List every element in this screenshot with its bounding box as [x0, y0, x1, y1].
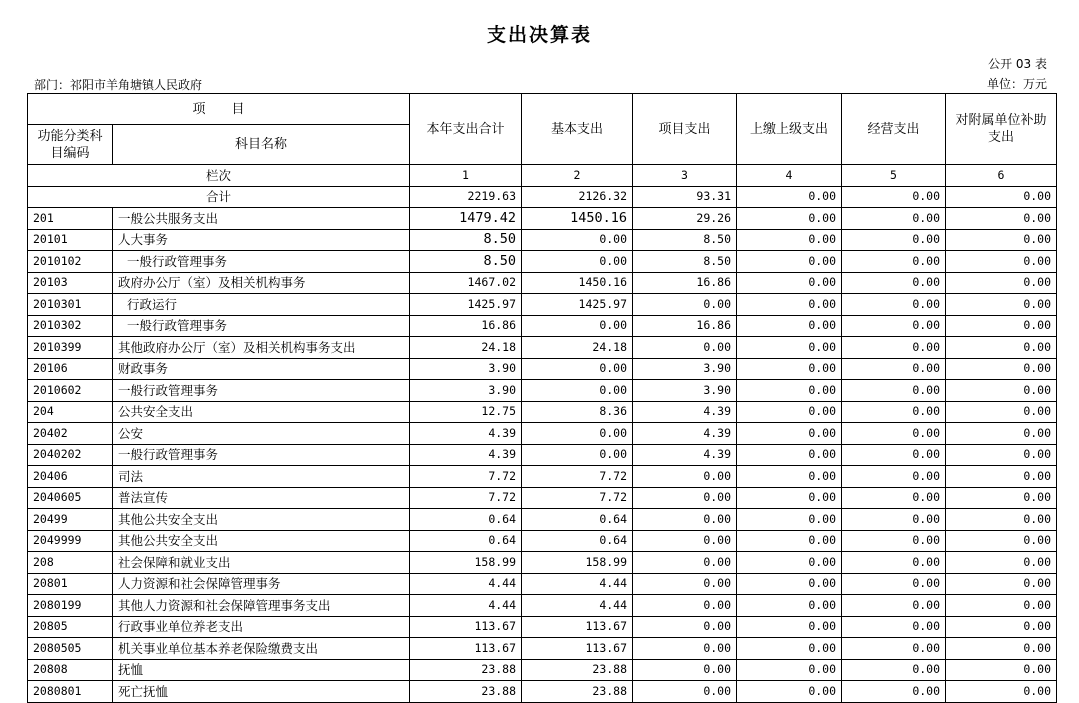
row-value: 0.00 — [946, 466, 1057, 488]
row-value: 0.64 — [410, 509, 522, 531]
row-value: 8.36 — [522, 401, 633, 423]
header-subsidy: 对附属单位补助支出 — [946, 94, 1057, 165]
row-value: 0.00 — [946, 444, 1057, 466]
row-value: 0.00 — [737, 444, 842, 466]
table-row — [28, 444, 1057, 466]
row-name: 机关事业单位基本养老保险缴费支出 — [113, 638, 410, 660]
header-upper: 上缴上级支出 — [737, 94, 842, 165]
row-value: 0.00 — [842, 595, 946, 617]
row-value: 0.00 — [946, 251, 1057, 273]
row-value: 113.67 — [522, 616, 633, 638]
row-value: 0.00 — [522, 358, 633, 380]
total-value: 0.00 — [842, 186, 946, 208]
row-value: 0.00 — [737, 595, 842, 617]
header-row-1 — [28, 94, 1057, 125]
row-value: 158.99 — [522, 552, 633, 574]
row-value: 1467.02 — [410, 272, 522, 294]
row-name: 一般行政管理事务 — [113, 444, 410, 466]
row-value: 23.88 — [410, 659, 522, 681]
row-name: 抚恤 — [113, 659, 410, 681]
row-code: 20808 — [28, 659, 113, 681]
total-value: 0.00 — [946, 186, 1057, 208]
row-value: 0.00 — [946, 358, 1057, 380]
row-name: 人力资源和社会保障管理事务 — [113, 573, 410, 595]
row-name: 一般公共服务支出 — [113, 208, 410, 230]
row-value: 0.00 — [633, 659, 737, 681]
table-row — [28, 272, 1057, 294]
table-row — [28, 638, 1057, 660]
row-value: 0.00 — [946, 380, 1057, 402]
row-code: 2010102 — [28, 251, 113, 273]
row-value: 0.00 — [842, 681, 946, 703]
row-value: 0.00 — [946, 401, 1057, 423]
row-value: 0.00 — [946, 659, 1057, 681]
row-value: 0.00 — [633, 552, 737, 574]
row-value: 0.00 — [842, 337, 946, 359]
row-value: 0.00 — [737, 616, 842, 638]
row-name: 政府办公厅（室）及相关机构事务 — [113, 272, 410, 294]
table-row — [28, 573, 1057, 595]
row-code: 2049999 — [28, 530, 113, 552]
row-code: 2010301 — [28, 294, 113, 316]
row-code: 20106 — [28, 358, 113, 380]
total-value: 2126.32 — [522, 186, 633, 208]
row-code: 20805 — [28, 616, 113, 638]
row-name: 死亡抚恤 — [113, 681, 410, 703]
table-row — [28, 530, 1057, 552]
row-value: 0.00 — [842, 509, 946, 531]
row-code: 20499 — [28, 509, 113, 531]
table-row — [28, 595, 1057, 617]
row-value: 0.00 — [522, 444, 633, 466]
row-code: 2010302 — [28, 315, 113, 337]
row-code: 2040605 — [28, 487, 113, 509]
row-name: 公安 — [113, 423, 410, 445]
row-value: 3.90 — [410, 380, 522, 402]
row-value: 0.00 — [946, 595, 1057, 617]
header-basic: 基本支出 — [522, 94, 633, 165]
page-title: 支出决算表 — [486, 24, 592, 46]
row-value: 16.86 — [410, 315, 522, 337]
row-value: 0.00 — [522, 380, 633, 402]
column-number: 5 — [842, 165, 946, 187]
row-value: 0.00 — [522, 315, 633, 337]
row-value: 4.39 — [633, 423, 737, 445]
row-name: 其他公共安全支出 — [113, 530, 410, 552]
row-value: 0.00 — [737, 315, 842, 337]
row-value: 0.00 — [737, 208, 842, 230]
row-value: 4.44 — [522, 573, 633, 595]
row-code: 201 — [28, 208, 113, 230]
table-row — [28, 552, 1057, 574]
row-value: 4.39 — [633, 401, 737, 423]
row-value: 158.99 — [410, 552, 522, 574]
column-number: 6 — [946, 165, 1057, 187]
header-business: 经营支出 — [842, 94, 946, 165]
row-code: 204 — [28, 401, 113, 423]
row-name: 司法 — [113, 466, 410, 488]
row-value: 0.00 — [737, 423, 842, 445]
row-value: 8.50 — [633, 229, 737, 251]
row-value: 0.00 — [737, 337, 842, 359]
table-row — [28, 315, 1057, 337]
total-value: 0.00 — [737, 186, 842, 208]
row-value: 24.18 — [522, 337, 633, 359]
row-value: 1425.97 — [410, 294, 522, 316]
row-value: 3.90 — [633, 358, 737, 380]
row-value: 4.39 — [633, 444, 737, 466]
row-value: 0.00 — [633, 638, 737, 660]
table-row — [28, 294, 1057, 316]
row-value: 23.88 — [410, 681, 522, 703]
row-value: 0.00 — [522, 229, 633, 251]
table-row — [28, 616, 1057, 638]
row-value: 0.00 — [737, 380, 842, 402]
row-value: 0.00 — [946, 530, 1057, 552]
row-value: 16.86 — [633, 272, 737, 294]
department-label: 部门：祁阳市羊角塘镇人民政府 — [34, 78, 203, 92]
row-value: 0.00 — [737, 358, 842, 380]
row-name: 一般行政管理事务 — [113, 380, 410, 402]
row-value: 0.00 — [946, 229, 1057, 251]
row-value: 0.64 — [522, 509, 633, 531]
row-code: 2080505 — [28, 638, 113, 660]
row-value: 0.00 — [842, 358, 946, 380]
row-value: 29.26 — [633, 208, 737, 230]
row-value: 8.50 — [410, 251, 522, 273]
row-value: 7.72 — [410, 466, 522, 488]
table-row — [28, 401, 1057, 423]
total-value: 93.31 — [633, 186, 737, 208]
row-value: 0.00 — [737, 681, 842, 703]
row-value: 0.00 — [633, 509, 737, 531]
row-value: 0.00 — [842, 401, 946, 423]
row-value: 0.00 — [842, 380, 946, 402]
row-name: 行政运行 — [113, 294, 410, 316]
total-label: 合计 — [28, 186, 410, 208]
row-value: 0.00 — [737, 638, 842, 660]
row-value: 0.00 — [842, 638, 946, 660]
row-code: 20402 — [28, 423, 113, 445]
row-value: 12.75 — [410, 401, 522, 423]
column-number-row — [28, 165, 1057, 187]
table-row — [28, 251, 1057, 273]
row-value: 0.00 — [633, 294, 737, 316]
row-value: 0.00 — [737, 487, 842, 509]
row-value: 3.90 — [410, 358, 522, 380]
row-value: 0.00 — [842, 530, 946, 552]
row-code: 20406 — [28, 466, 113, 488]
row-value: 113.67 — [522, 638, 633, 660]
table-row — [28, 380, 1057, 402]
row-value: 0.00 — [842, 315, 946, 337]
row-value: 0.00 — [842, 616, 946, 638]
row-name: 人大事务 — [113, 229, 410, 251]
form-number: 公开 03 表 — [988, 57, 1047, 71]
table-row — [28, 208, 1057, 230]
row-value: 113.67 — [410, 638, 522, 660]
table-row — [28, 358, 1057, 380]
row-value: 0.00 — [737, 229, 842, 251]
row-code: 2010602 — [28, 380, 113, 402]
row-value: 0.00 — [737, 509, 842, 531]
row-value: 0.64 — [410, 530, 522, 552]
row-name: 社会保障和就业支出 — [113, 552, 410, 574]
row-value: 0.00 — [842, 423, 946, 445]
row-value: 0.00 — [946, 337, 1057, 359]
row-name: 行政事业单位养老支出 — [113, 616, 410, 638]
row-value: 0.00 — [842, 294, 946, 316]
row-value: 0.00 — [946, 638, 1057, 660]
row-code: 2080199 — [28, 595, 113, 617]
column-number: 1 — [410, 165, 522, 187]
row-value: 0.00 — [633, 681, 737, 703]
column-number: 2 — [522, 165, 633, 187]
row-value: 7.72 — [410, 487, 522, 509]
row-value: 0.00 — [946, 573, 1057, 595]
row-value: 0.00 — [842, 444, 946, 466]
row-value: 0.00 — [946, 616, 1057, 638]
row-value: 0.00 — [842, 229, 946, 251]
header-subject-name: 科目名称 — [113, 125, 410, 165]
row-value: 0.00 — [737, 251, 842, 273]
row-value: 7.72 — [522, 466, 633, 488]
row-value: 0.00 — [946, 509, 1057, 531]
row-value: 0.00 — [946, 681, 1057, 703]
total-row — [28, 186, 1057, 208]
row-name: 其他人力资源和社会保障管理事务支出 — [113, 595, 410, 617]
row-code: 2080801 — [28, 681, 113, 703]
row-value: 0.64 — [522, 530, 633, 552]
row-value: 4.44 — [410, 573, 522, 595]
row-value: 0.00 — [946, 208, 1057, 230]
row-value: 0.00 — [737, 272, 842, 294]
row-value: 1450.16 — [522, 208, 633, 230]
row-name: 普法宣传 — [113, 487, 410, 509]
row-value: 1479.42 — [410, 208, 522, 230]
row-value: 0.00 — [737, 401, 842, 423]
header-total: 本年支出合计 — [410, 94, 522, 165]
table-row — [28, 681, 1057, 703]
row-value: 0.00 — [946, 315, 1057, 337]
row-value: 0.00 — [946, 487, 1057, 509]
row-name: 一般行政管理事务 — [113, 251, 410, 273]
row-value: 16.86 — [633, 315, 737, 337]
row-value: 23.88 — [522, 681, 633, 703]
row-value: 0.00 — [633, 573, 737, 595]
row-value: 0.00 — [633, 487, 737, 509]
row-value: 0.00 — [842, 251, 946, 273]
row-value: 0.00 — [842, 552, 946, 574]
row-code: 2040202 — [28, 444, 113, 466]
row-value: 0.00 — [633, 466, 737, 488]
row-code: 2010399 — [28, 337, 113, 359]
row-value: 0.00 — [737, 573, 842, 595]
row-value: 0.00 — [946, 272, 1057, 294]
row-value: 4.44 — [410, 595, 522, 617]
row-name: 一般行政管理事务 — [113, 315, 410, 337]
row-value: 0.00 — [737, 659, 842, 681]
row-name: 其他公共安全支出 — [113, 509, 410, 531]
table-row — [28, 659, 1057, 681]
row-value: 8.50 — [633, 251, 737, 273]
unit-label: 单位：万元 — [986, 77, 1047, 91]
row-name: 公共安全支出 — [113, 401, 410, 423]
row-value: 24.18 — [410, 337, 522, 359]
header-item: 项 目 — [28, 94, 410, 125]
table-row — [28, 509, 1057, 531]
column-number: 3 — [633, 165, 737, 187]
expenditure-table — [27, 93, 1057, 703]
row-value: 23.88 — [522, 659, 633, 681]
row-value: 0.00 — [737, 466, 842, 488]
row-value: 0.00 — [842, 466, 946, 488]
row-value: 0.00 — [633, 530, 737, 552]
row-value: 0.00 — [842, 208, 946, 230]
row-value: 0.00 — [842, 272, 946, 294]
row-value: 7.72 — [522, 487, 633, 509]
row-value: 0.00 — [633, 337, 737, 359]
row-name: 财政事务 — [113, 358, 410, 380]
row-value: 0.00 — [946, 294, 1057, 316]
table-row — [28, 229, 1057, 251]
row-value: 0.00 — [842, 659, 946, 681]
row-value: 8.50 — [410, 229, 522, 251]
row-name: 其他政府办公厅（室）及相关机构事务支出 — [113, 337, 410, 359]
row-value: 0.00 — [737, 294, 842, 316]
table-row — [28, 337, 1057, 359]
row-code: 208 — [28, 552, 113, 574]
row-value: 3.90 — [633, 380, 737, 402]
row-value: 0.00 — [633, 616, 737, 638]
row-value: 4.39 — [410, 444, 522, 466]
column-number: 4 — [737, 165, 842, 187]
row-value: 0.00 — [946, 423, 1057, 445]
row-value: 0.00 — [737, 552, 842, 574]
table-row — [28, 466, 1057, 488]
row-value: 4.44 — [522, 595, 633, 617]
row-value: 4.39 — [410, 423, 522, 445]
row-code: 20103 — [28, 272, 113, 294]
row-value: 1425.97 — [522, 294, 633, 316]
row-value: 113.67 — [410, 616, 522, 638]
row-value: 0.00 — [522, 251, 633, 273]
header-func-code: 功能分类科目编码 — [28, 125, 113, 165]
row-value: 0.00 — [842, 487, 946, 509]
row-value: 0.00 — [633, 595, 737, 617]
row-value: 0.00 — [737, 530, 842, 552]
row-value: 1450.16 — [522, 272, 633, 294]
header-project: 项目支出 — [633, 94, 737, 165]
table-row — [28, 487, 1057, 509]
column-number-label: 栏次 — [28, 165, 410, 187]
row-value: 0.00 — [522, 423, 633, 445]
row-value: 0.00 — [946, 552, 1057, 574]
row-code: 20101 — [28, 229, 113, 251]
table-row — [28, 423, 1057, 445]
row-value: 0.00 — [842, 573, 946, 595]
total-value: 2219.63 — [410, 186, 522, 208]
row-code: 20801 — [28, 573, 113, 595]
